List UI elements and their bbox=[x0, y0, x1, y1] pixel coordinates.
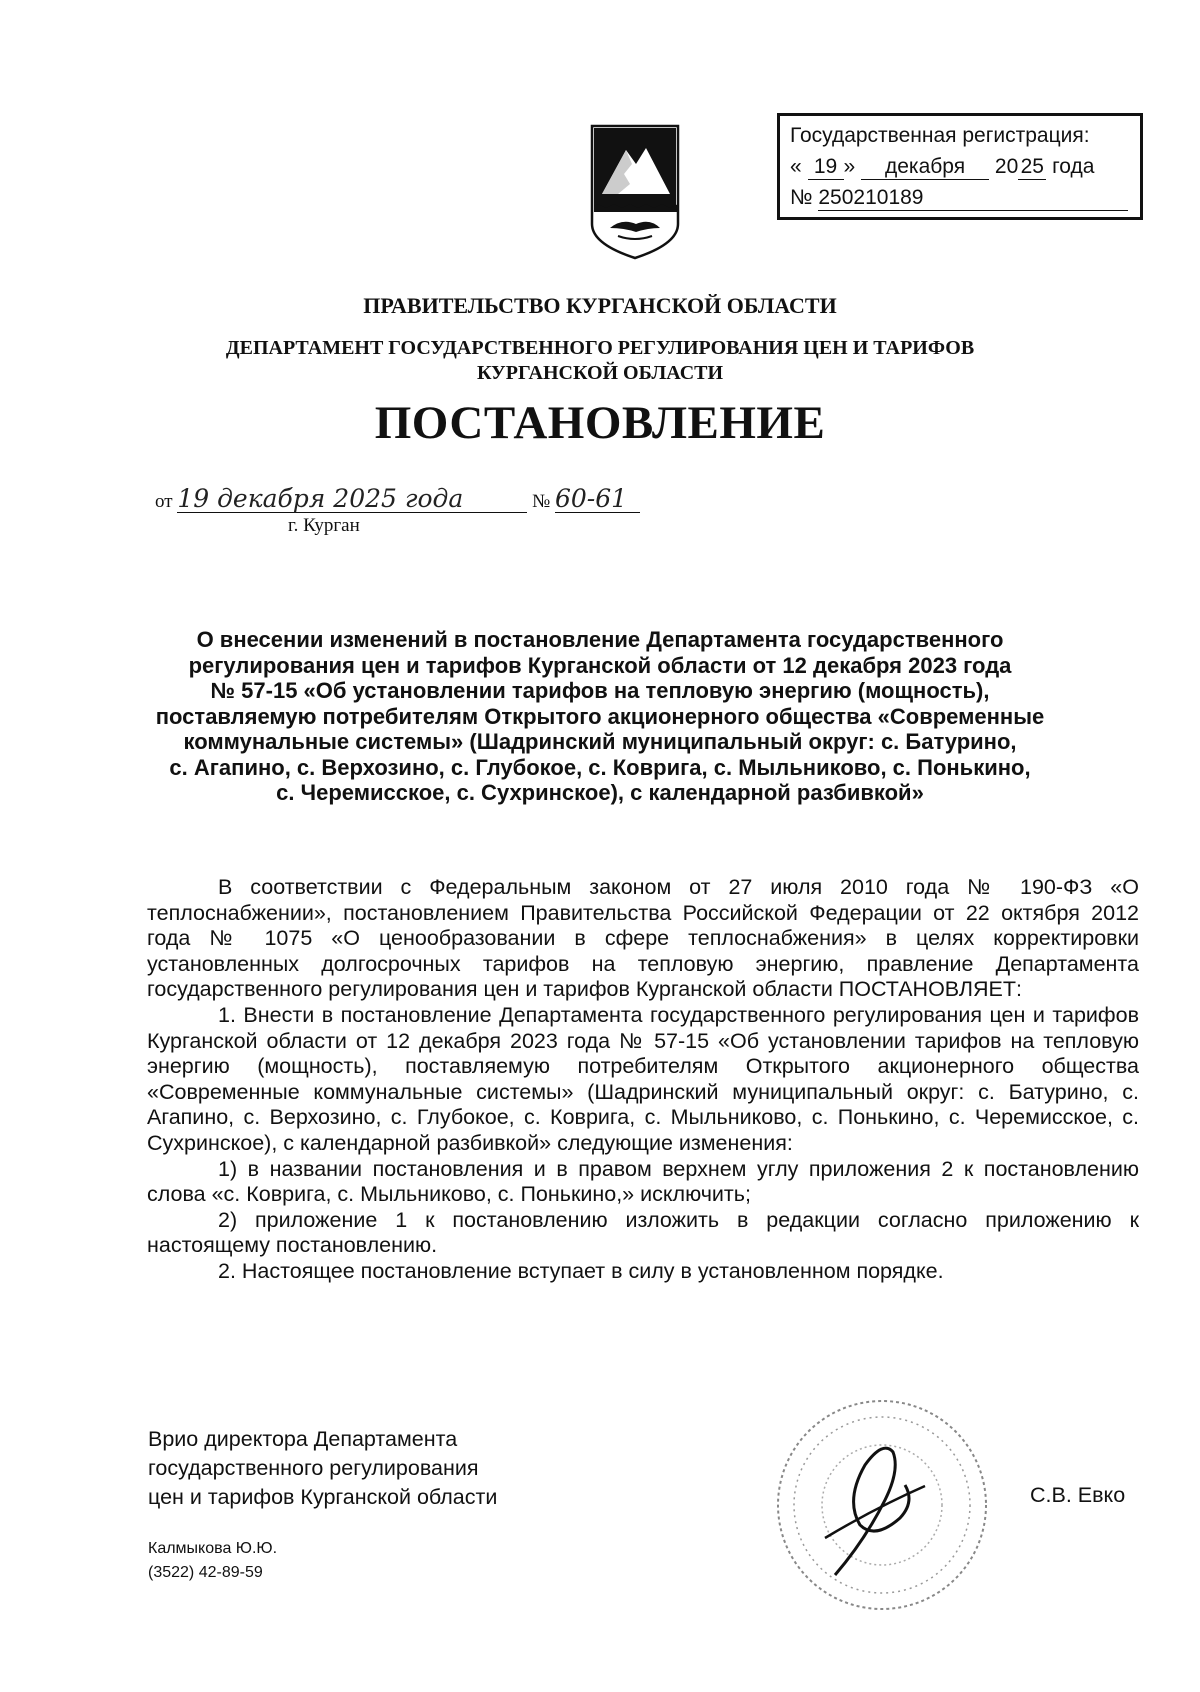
subject-line: коммунальные системы» (Шадринский муниципальный округ: с. Батурино, bbox=[183, 729, 1017, 754]
subject-line: О внесении изменений в постановление Департамента государственного bbox=[196, 627, 1004, 652]
handwritten-signature-icon bbox=[825, 1448, 925, 1575]
executor-phone: (3522) 42-89-59 bbox=[148, 1564, 263, 1581]
registration-year-prefix: 20 bbox=[994, 155, 1019, 178]
subject-line: поставляемую потребителям Открытого акционерного общества «Современные bbox=[155, 703, 1045, 729]
registration-number-label: № bbox=[790, 186, 813, 209]
department-line1: ДЕПАРТАМЕНТ ГОСУДАРСТВЕННОГО РЕГУЛИРОВАНИЯ ЦЕН И ТАРИФОВ bbox=[225, 337, 975, 359]
subject-line: с. Агапино, с. Верхозино, с. Глубокое, с. Коврига, с. Мыльниково, с. Понькино, bbox=[169, 754, 1031, 780]
registration-stamp bbox=[777, 113, 1143, 220]
body-paragraph: 1. Внести в постановление Департамента государственного регулирования цен и тарифов Курганской области от 12 декабря 2023 года № 57-15 «Об установлении тарифов на тепловую энергию (мощность), поставляемую потребителям Открытого акционерного общества «Современные коммунальные системы» (Шадринский муниципальный округ: с. Батурино, с. Агапино, с. Верхозино, с. Глубокое, с. Коврига, с. Мыльниково, с. Понькино, с. Черемисское, с. Сухринское), с календарной разбивкой» следующие изменения: bbox=[147, 1002, 1139, 1155]
city: г. Курган bbox=[288, 515, 360, 536]
document-body bbox=[147, 875, 1139, 1285]
position-line: цен и тарифов Курганской области bbox=[148, 1485, 498, 1509]
coat-of-arms-icon bbox=[588, 124, 682, 260]
registration-day: 19 bbox=[808, 155, 844, 180]
body-paragraph: 2) приложение 1 к постановлению изложить в редакции согласно приложению к настоящему постановлению. bbox=[147, 1207, 1139, 1258]
government-name: ПРАВИТЕЛЬСТВО КУРГАНСКОЙ ОБЛАСТИ bbox=[363, 293, 837, 318]
document-type: ПОСТАНОВЛЕНИЕ bbox=[374, 397, 826, 449]
signatory-name: С.В. Евко bbox=[1030, 1483, 1126, 1507]
body-paragraph: 2. Настоящее постановление вступает в силу в установленном порядке. bbox=[218, 1258, 944, 1283]
registration-month: декабря bbox=[861, 155, 989, 180]
department-line2: КУРГАНСКОЙ ОБЛАСТИ bbox=[476, 362, 724, 384]
registration-number: 250210189 bbox=[818, 186, 1128, 211]
document-subject bbox=[150, 627, 1050, 806]
body-paragraph: 1) в названии постановления и в правом верхнем углу приложения 2 к постановлению слова «с. Коврига, с. Мыльниково, с. Понькино,» исключить; bbox=[147, 1156, 1139, 1207]
body-paragraph: В соответствии с Федеральным законом от 27 июля 2010 года № 190-ФЗ «О теплоснабжении», постановлением Правительства Российской Федерации от 22 октября 2012 года № 1075 «О ценообразовании в сфере теплоснабжения» в целях корректировки установленных долгосрочных тарифов на тепловую энергию, правление Департамента государственного регулирования цен и тарифов Курганской области ПОСТАНОВЛЯЕТ: bbox=[147, 875, 1139, 1002]
official-seal-icon bbox=[765, 1390, 1000, 1620]
registration-label: Государственная регистрация: bbox=[790, 124, 1090, 147]
registration-year-word: года bbox=[1052, 155, 1095, 178]
doc-date-number-line bbox=[155, 486, 640, 513]
registration-number-row bbox=[790, 182, 1130, 213]
executor-info bbox=[148, 1537, 277, 1585]
registration-day-close: » bbox=[843, 155, 856, 178]
signatory-position bbox=[148, 1425, 497, 1512]
number-label: № bbox=[532, 491, 551, 512]
handwritten-number: 60-61 bbox=[555, 486, 640, 513]
subject-line: с. Черемисское, с. Сухринское), с календарной разбивкой» bbox=[276, 780, 924, 805]
registration-day-open: « bbox=[790, 155, 802, 178]
from-label: от bbox=[155, 491, 173, 512]
subject-line: регулирования цен и тарифов Курганской области от 12 декабря 2023 года bbox=[188, 652, 1012, 678]
executor-name: Калмыкова Ю.Ю. bbox=[148, 1540, 278, 1557]
position-line: Врио директора Департамента bbox=[148, 1427, 458, 1451]
registration-date bbox=[790, 151, 1130, 182]
handwritten-date: 19 декабря 2025 года bbox=[177, 486, 527, 513]
subject-line: № 57-15 «Об установлении тарифов на тепловую энергию (мощность), bbox=[210, 678, 990, 703]
registration-year-suffix: 25 bbox=[1018, 155, 1046, 180]
department-name bbox=[0, 336, 1200, 386]
position-line: государственного регулирования bbox=[148, 1456, 479, 1480]
